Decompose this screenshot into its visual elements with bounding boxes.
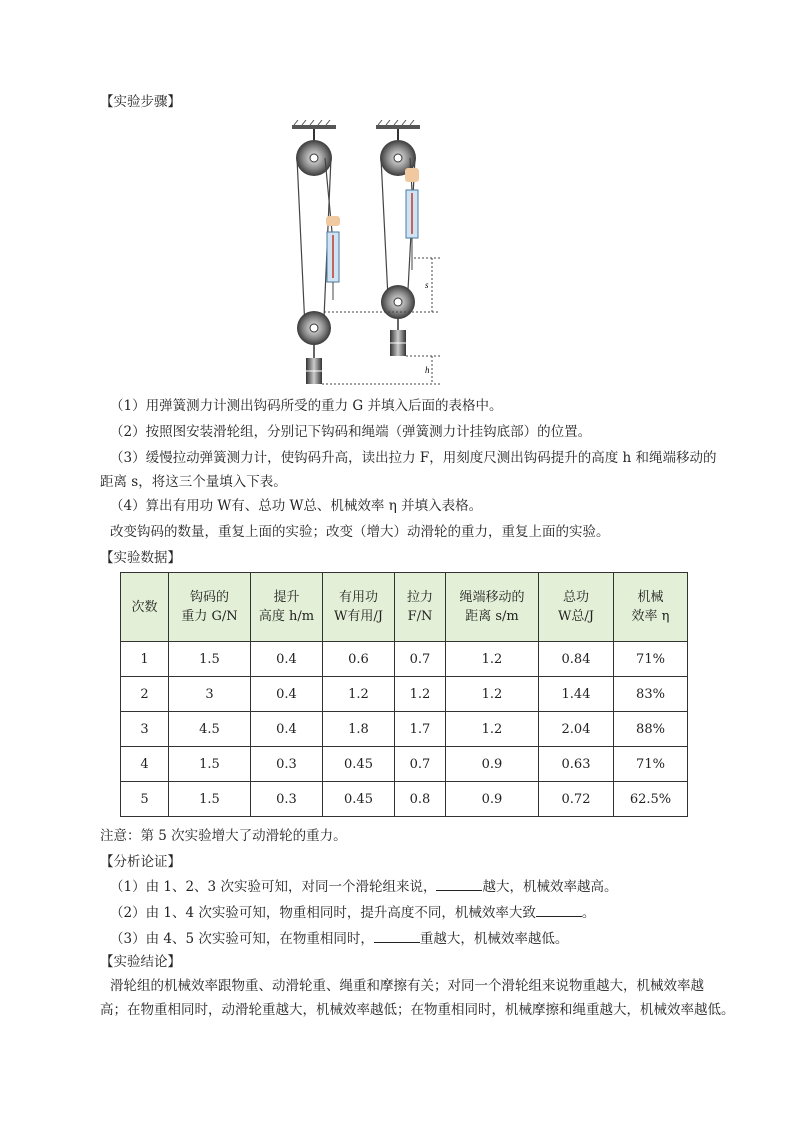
header-force: 拉力 F/N	[395, 573, 446, 642]
table-cell: 1.5	[169, 782, 251, 817]
section-steps-heading: 【实验步骤】	[100, 94, 181, 110]
table-cell: 0.9	[446, 747, 539, 782]
table-cell: 1.2	[323, 677, 395, 712]
table-cell: 0.45	[323, 782, 395, 817]
table-cell: 5	[121, 782, 169, 817]
conclusion-line-2: 高；在物重相同时，动滑轮重越大，机械效率越低；在物重相同时，机械摩擦和绳重越大，机械效率越低。	[100, 1002, 735, 1018]
table-cell: 1.8	[323, 712, 395, 747]
table-cell: 2	[121, 677, 169, 712]
label-h: h	[425, 365, 430, 375]
table-cell: 83%	[614, 677, 688, 712]
section-data-heading: 【实验数据】	[100, 550, 181, 566]
table-cell: 88%	[614, 712, 688, 747]
table-cell: 4.5	[169, 712, 251, 747]
table-cell: 0.9	[446, 782, 539, 817]
table-cell: 0.4	[251, 677, 323, 712]
table-cell: 3	[169, 677, 251, 712]
table-row	[121, 747, 688, 782]
step-4: （4）算出有用功 W有、总功 W总、机械效率 η 并填入表格。	[110, 498, 483, 514]
header-efficiency: 机械 效率 η	[614, 573, 688, 642]
table-cell: 1.7	[395, 712, 446, 747]
blank-3[interactable]	[374, 928, 420, 943]
note: 注意：第 5 次实验增大了动滑轮的重力。	[100, 828, 347, 844]
table-cell: 1.5	[169, 642, 251, 677]
header-count: 次数	[121, 573, 169, 642]
data-table	[120, 572, 688, 817]
table-cell: 0.4	[251, 642, 323, 677]
ceiling-right	[376, 120, 420, 129]
table-cell: 0.7	[395, 747, 446, 782]
conclusion-line-1: 滑轮组的机械效率跟物重、动滑轮重、绳重和摩擦有关；对同一个滑轮组来说物重越大，机械效率越	[110, 978, 704, 994]
blank-1[interactable]	[436, 876, 482, 891]
table-row	[121, 782, 688, 817]
header-height: 提升 高度 h/m	[251, 573, 323, 642]
header-weight: 钩码的 重力 G/N	[169, 573, 251, 642]
ceiling-left	[292, 120, 336, 129]
header-distance: 绳端移动的 距离 s/m	[446, 573, 539, 642]
table-cell: 1.5	[169, 747, 251, 782]
header-useful-work: 有用功 W有用/J	[323, 573, 395, 642]
table-cell: 0.72	[539, 782, 614, 817]
section-analysis-heading: 【分析论证】	[100, 854, 181, 870]
table-cell: 1.2	[446, 677, 539, 712]
table-cell: 3	[121, 712, 169, 747]
pulley-figure	[280, 120, 460, 390]
table-cell: 0.3	[251, 747, 323, 782]
table-cell: 0.45	[323, 747, 395, 782]
analysis-2: （2）由 1、4 次实验可知，物重相同时，提升高度不同，机械效率大致 。	[110, 902, 595, 923]
table-cell: 1.2	[446, 712, 539, 747]
table-cell: 1.44	[539, 677, 614, 712]
table-cell: 1.2	[446, 642, 539, 677]
table-cell: 62.5%	[614, 782, 688, 817]
table-cell: 2.04	[539, 712, 614, 747]
table-row	[121, 712, 688, 747]
step-3: （3）缓慢拉动弹簧测力计，使钩码升高，读出拉力 F，用刻度尺测出钩码提升的高度 h 和绳端移动的	[110, 450, 717, 466]
step-repeat: 改变钩码的数量，重复上面的实验；改变（增大）动滑轮的重力，重复上面的实验。	[110, 524, 610, 540]
section-conclusion-heading: 【实验结论】	[100, 954, 181, 970]
step-3-cont: 距离 s，将这三个量填入下表。	[100, 474, 287, 490]
step-2: （2）按照图安装滑轮组，分别记下钩码和绳端（弹簧测力计挂钩底部）的位置。	[110, 424, 592, 440]
step-1: （1）用弹簧测力计测出钩码所受的重力 G 并填入后面的表格中。	[110, 398, 503, 414]
blank-2[interactable]	[536, 902, 582, 917]
table-cell: 0.84	[539, 642, 614, 677]
table-cell: 71%	[614, 642, 688, 677]
table-cell: 71%	[614, 747, 688, 782]
table-cell: 0.7	[395, 642, 446, 677]
table-header-row	[121, 573, 688, 642]
analysis-3: （3）由 4、5 次实验可知，在物重相同时， 重越大，机械效率越低。	[110, 928, 568, 949]
table-row	[121, 642, 688, 677]
table-cell: 1	[121, 642, 169, 677]
table-cell: 0.3	[251, 782, 323, 817]
header-total-work: 总功 W总/J	[539, 573, 614, 642]
analysis-1: （1）由 1、2、3 次实验可知，对同一个滑轮组来说， 越大，机械效率越高。	[110, 876, 617, 897]
table-cell: 0.63	[539, 747, 614, 782]
table-cell: 0.6	[323, 642, 395, 677]
table-cell: 1.2	[395, 677, 446, 712]
table-cell: 0.8	[395, 782, 446, 817]
table-cell: 4	[121, 747, 169, 782]
table-cell: 0.4	[251, 712, 323, 747]
table-row	[121, 677, 688, 712]
label-s: s	[425, 280, 429, 290]
